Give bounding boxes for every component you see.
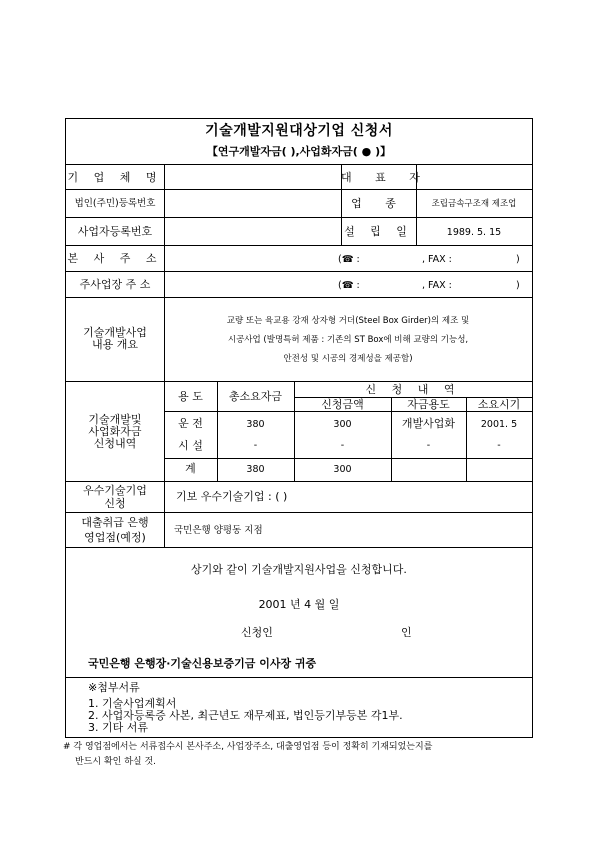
funding-purpose: 개발사업화 <box>401 417 456 430</box>
funding-label: 기술개발및 <box>88 413 142 426</box>
attachment-item: 2. 사업자등록증 사본, 최근년도 재무제표, 법인등기부등본 각1부. <box>88 709 403 722</box>
plant-close: ) <box>516 280 520 291</box>
funding-use: 계 <box>185 462 196 475</box>
divider <box>66 547 532 548</box>
excellence-label: 신청 <box>104 497 126 510</box>
col-amount: 신청금액 <box>321 398 364 411</box>
corp-reg-label: 법인(주민)등록번호 <box>74 198 156 209</box>
form-subtitle: 【연구개발자금( ),사업화자금( ● )】 <box>206 145 392 158</box>
funding-label: 사업화자금 <box>88 425 142 438</box>
funding-amount: 300 <box>333 419 352 430</box>
divider <box>164 458 532 459</box>
col-purpose: 자금용도 <box>407 398 450 411</box>
divider <box>66 481 532 482</box>
divider <box>66 271 532 272</box>
plant-address-label: 주사업장 주 소 <box>79 278 151 291</box>
form-title: 기술개발지원대상기업 신청서 <box>205 123 393 139</box>
bank-value: 국민은행 양평동 지점 <box>174 525 263 536</box>
founded-value: 1989. 5. 15 <box>446 227 502 238</box>
head-office-close: ) <box>516 254 520 265</box>
industry-label: 업 종 <box>351 197 406 210</box>
project-content: 시공사업 (발명특허 제품 : 기존의 ST Box에 비해 교량의 기능성, <box>227 335 469 345</box>
footnote: # 각 영업점에서는 서류접수시 본사주소, 사업장주소, 대출영업점 등이 정확히 기재되었는지를 <box>63 742 433 752</box>
applicant-label: 신청인 <box>241 626 273 639</box>
footnote: 반드시 확인 하실 것. <box>75 757 156 767</box>
divider <box>66 217 532 218</box>
funding-amount: 300 <box>333 464 352 475</box>
attachment-item: 1. 기술사업계획서 <box>88 697 177 710</box>
representative-label: 대 표 자 <box>341 171 430 184</box>
funding-label: 신청내역 <box>93 437 137 450</box>
application-form <box>65 118 533 738</box>
plant-tel: (☎ : <box>338 280 360 291</box>
project-label: 기술개발사업 <box>83 326 147 339</box>
head-office-fax: , FAX : <box>422 254 452 265</box>
plant-fax: , FAX : <box>422 280 452 291</box>
funding-use: 운 전 <box>178 417 203 430</box>
funding-total: 380 <box>246 419 265 430</box>
biz-reg-label: 사업자등록번호 <box>77 225 153 238</box>
declaration: 상기와 같이 기술개발지원사업을 신청합니다. <box>191 563 407 576</box>
funding-purpose: - <box>426 440 431 451</box>
addressee: 국민은행 은행장·기술신용보증기금 이사장 귀중 <box>88 657 317 670</box>
divider <box>66 512 532 513</box>
project-label: 내용 개요 <box>91 338 138 351</box>
bank-label: 영업점(예정) <box>84 531 146 544</box>
divider <box>66 245 532 246</box>
funding-total: - <box>253 440 258 451</box>
head-office-tel: (☎ : <box>338 254 360 265</box>
project-content: 안전성 및 시공의 경제성을 제공함) <box>283 354 413 364</box>
col-request: 신 청 내 역 <box>365 383 461 396</box>
bank-label: 대출취급 은행 <box>81 516 149 529</box>
project-content: 교량 또는 육교용 강재 상자형 거더(Steel Box Girder)의 제조 및 <box>226 316 470 326</box>
col-total: 총소요자금 <box>228 390 283 403</box>
applicant-seal: 인 <box>401 626 412 639</box>
divider <box>66 164 532 165</box>
divider <box>164 411 532 412</box>
excellence-label: 우수기술기업 <box>83 484 147 497</box>
attachment-item: 3. 기타 서류 <box>88 721 148 734</box>
divider <box>66 297 532 298</box>
company-name-label: 기 업 체 명 <box>67 171 163 184</box>
funding-period: 2001. 5 <box>480 419 518 430</box>
funding-amount: - <box>340 440 345 451</box>
industry-value: 조립금속구조재 제조업 <box>431 199 517 209</box>
col-period: 소요시기 <box>477 398 521 411</box>
divider <box>66 189 532 190</box>
excellence-value: 기보 우수기술기업 : ( ) <box>176 490 288 503</box>
attachments-heading: ※첨부서류 <box>88 681 140 694</box>
funding-use: 시 설 <box>178 439 203 452</box>
funding-total: 380 <box>246 464 265 475</box>
date-line: 2001 년 4 월 일 <box>258 598 340 611</box>
head-office-label: 본 사 주 소 <box>67 252 163 265</box>
founded-label: 설 립 일 <box>344 225 413 238</box>
divider <box>66 381 532 382</box>
divider <box>66 677 532 678</box>
funding-period: - <box>497 440 501 451</box>
col-use: 용 도 <box>178 390 203 403</box>
